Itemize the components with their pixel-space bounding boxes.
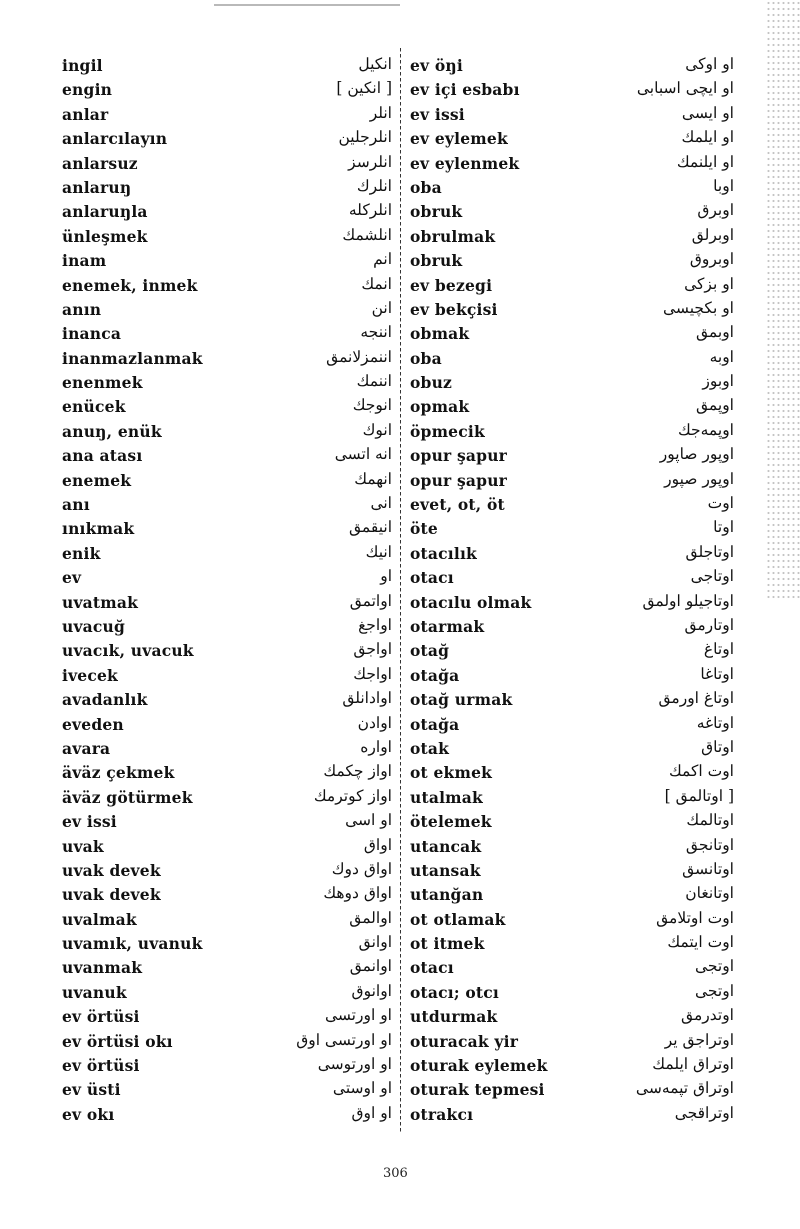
ottoman-script-form: اوتانجق — [685, 835, 734, 854]
entry-row — [410, 128, 734, 152]
entry-row — [410, 1079, 734, 1103]
right-column — [410, 55, 734, 1128]
entry-row — [410, 250, 734, 274]
latin-headword: anı — [62, 495, 90, 515]
entry-row — [410, 421, 734, 445]
entry-row — [410, 153, 734, 177]
entry-row — [410, 299, 734, 323]
latin-headword: inanca — [62, 324, 122, 344]
ottoman-script-form: اوتاجلق — [685, 542, 734, 561]
ottoman-script-form: اوپمق — [696, 396, 734, 415]
latin-headword: otacılık — [410, 543, 477, 563]
latin-headword: ot otlamak — [410, 909, 506, 929]
ottoman-script-form: اوبرلق — [691, 225, 734, 244]
ottoman-script-form: اواق — [363, 835, 392, 854]
latin-headword: inanmazlanmak — [62, 348, 203, 368]
latin-headword: ot itmek — [410, 934, 485, 954]
ottoman-script-form: او اسی — [345, 811, 392, 830]
entry-row — [410, 177, 734, 201]
latin-headword: oba — [410, 177, 442, 197]
entry-row — [62, 1031, 392, 1055]
entry-row — [62, 738, 392, 762]
latin-headword: otacı; otcı — [410, 982, 500, 1002]
latin-headword: enemek — [62, 470, 132, 490]
ottoman-script-form: اوانوق — [351, 981, 392, 1000]
entry-row — [62, 421, 392, 445]
latin-headword: ev okı — [62, 1104, 115, 1124]
latin-headword: utalmak — [410, 787, 483, 807]
entry-row — [62, 55, 392, 79]
latin-headword: enemek, inmek — [62, 275, 198, 295]
ottoman-script-form: او — [380, 567, 392, 586]
ottoman-script-form: اواجق — [353, 640, 392, 659]
ottoman-script-form: انلشمك — [342, 225, 392, 244]
ottoman-script-form: اوتاغ اورمق — [658, 689, 734, 708]
ottoman-script-form: اواق دوهك — [323, 884, 392, 903]
latin-headword: utancak — [410, 836, 482, 856]
entry-row — [410, 957, 734, 981]
latin-headword: ev içi esbabı — [410, 80, 520, 100]
entry-row — [62, 494, 392, 518]
ottoman-script-form: اوپور صاپور — [659, 445, 734, 464]
latin-headword: äväz götürmek — [62, 787, 193, 807]
latin-headword: utansak — [410, 860, 481, 880]
ottoman-script-form: اوت — [707, 494, 734, 513]
latin-headword: opmak — [410, 397, 470, 417]
ottoman-script-form: اواز چكمك — [323, 762, 392, 781]
latin-headword: oba — [410, 348, 442, 368]
ottoman-script-form: انه اتسی — [334, 445, 392, 464]
entry-row — [410, 494, 734, 518]
ottoman-script-form: انن — [371, 298, 392, 317]
ottoman-script-form: اوبمق — [696, 323, 734, 342]
entry-row — [410, 226, 734, 250]
entry-row — [410, 933, 734, 957]
entry-row — [410, 640, 734, 664]
latin-headword: ot ekmek — [410, 763, 493, 783]
latin-headword: anlarsuz — [62, 153, 138, 173]
ottoman-script-form: او اورتسی اوق — [296, 1030, 392, 1049]
entry-row — [410, 762, 734, 786]
latin-headword: ingil — [62, 56, 103, 75]
entry-row — [410, 738, 734, 762]
ottoman-script-form: او اورتوسی — [317, 1055, 392, 1074]
entry-row — [62, 1104, 392, 1128]
left-column — [62, 55, 392, 1128]
latin-headword: oturacak yir — [410, 1031, 519, 1051]
latin-headword: anlaruŋ — [62, 177, 132, 197]
latin-headword: obruk — [410, 202, 463, 222]
latin-headword: obmak — [410, 324, 470, 344]
entry-row — [410, 323, 734, 347]
ottoman-script-form: اوتراق ايلمك — [652, 1055, 734, 1074]
ottoman-script-form: انلركله — [348, 201, 392, 220]
entry-row — [62, 836, 392, 860]
entry-row — [62, 1006, 392, 1030]
latin-headword: uvak — [62, 836, 104, 856]
latin-headword: ev bezegi — [410, 275, 493, 295]
ottoman-script-form: اوانق — [358, 933, 392, 952]
latin-headword: ev örtüsi — [62, 1056, 140, 1076]
ottoman-script-form: اننمزلانمق — [326, 347, 392, 366]
latin-headword: engin — [62, 80, 113, 100]
latin-headword: enücek — [62, 397, 126, 417]
entry-row — [62, 714, 392, 738]
page-edge-texture — [766, 0, 800, 600]
entry-row — [410, 1104, 734, 1128]
latin-headword: obuz — [410, 373, 453, 393]
latin-headword: öpmecik — [410, 421, 485, 441]
latin-headword: obruk — [410, 251, 463, 271]
ottoman-script-form: انلرسز — [348, 152, 392, 171]
latin-headword: uvacık, uvacuk — [62, 641, 194, 661]
latin-headword: otağ — [410, 641, 450, 661]
page-number: 306 — [383, 1166, 408, 1181]
ottoman-script-form: اوتجی — [694, 981, 734, 1000]
entry-row — [410, 616, 734, 640]
ottoman-script-form: او بزكی — [684, 274, 734, 293]
latin-headword: otağ urmak — [410, 690, 513, 710]
latin-headword: ev issi — [62, 812, 117, 832]
latin-headword: eveden — [62, 714, 124, 734]
ottoman-script-form: او اوق — [351, 1103, 392, 1122]
latin-headword: enik — [62, 543, 101, 563]
latin-headword: anın — [62, 299, 102, 319]
latin-headword: utanğan — [410, 885, 484, 905]
entry-row — [62, 518, 392, 542]
entry-row — [410, 79, 734, 103]
ottoman-script-form: اوتجی — [694, 957, 734, 976]
entry-row — [410, 470, 734, 494]
entry-row — [410, 55, 734, 79]
ottoman-script-form: اوبوز — [702, 372, 734, 391]
ottoman-script-form: اوبا — [713, 176, 734, 195]
latin-headword: evet, ot, öt — [410, 495, 505, 515]
entry-row — [410, 860, 734, 884]
entry-row — [410, 518, 734, 542]
ottoman-script-form: اوتاغه — [696, 713, 734, 732]
latin-headword: obrulmak — [410, 226, 496, 246]
entry-row — [410, 884, 734, 908]
entry-row — [62, 567, 392, 591]
entry-row — [410, 275, 734, 299]
column-divider — [400, 48, 401, 1132]
entry-row — [410, 836, 734, 860]
entry-row — [62, 957, 392, 981]
entry-row — [410, 348, 734, 372]
latin-headword: uvanmak — [62, 958, 143, 978]
entry-row — [410, 714, 734, 738]
entry-row — [62, 104, 392, 128]
entry-row — [410, 982, 734, 1006]
ottoman-script-form: اوت اوتلامق — [656, 908, 734, 927]
ottoman-script-form: انم — [373, 250, 392, 269]
latin-headword: oturak tepmesi — [410, 1080, 545, 1100]
entry-row — [62, 884, 392, 908]
ottoman-script-form: اواتمق — [349, 591, 392, 610]
ottoman-script-form: اوتراجق ير — [664, 1030, 734, 1049]
entry-row — [62, 933, 392, 957]
ottoman-script-form: اواجك — [353, 664, 392, 683]
ottoman-script-form: او ايسی — [681, 103, 734, 122]
latin-headword: ev öŋi — [410, 56, 463, 75]
ottoman-script-form: [ اوتالمق ] — [664, 786, 734, 805]
ottoman-script-form: اواز كوترمك — [313, 786, 392, 805]
ottoman-script-form: انكيل — [358, 55, 392, 73]
latin-headword: otrakcı — [410, 1104, 474, 1124]
latin-headword: ev örtüsi — [62, 1007, 140, 1027]
entry-row — [62, 640, 392, 664]
ottoman-script-form: اوبه — [709, 347, 734, 366]
ottoman-script-form: اوتاغ — [703, 640, 734, 659]
ottoman-script-form: اوالمق — [349, 908, 392, 927]
entry-row — [62, 909, 392, 933]
entry-row — [62, 323, 392, 347]
entry-row — [410, 543, 734, 567]
latin-headword: otak — [410, 738, 450, 758]
ottoman-script-form: انيقمق — [348, 518, 392, 537]
latin-headword: otacı — [410, 568, 454, 588]
ottoman-script-form: اوتاق — [701, 737, 734, 756]
latin-headword: ev örtüsi okı — [62, 1031, 173, 1051]
latin-headword: enenmek — [62, 373, 143, 393]
ottoman-script-form: انی — [370, 494, 392, 513]
latin-headword: ev üsti — [62, 1080, 121, 1100]
latin-headword: inam — [62, 251, 107, 271]
entry-row — [410, 396, 734, 420]
ottoman-script-form: او ايلمك — [681, 128, 734, 147]
ottoman-script-form: اوتاجيلو اولمق — [642, 591, 734, 610]
ottoman-script-form: او اوستی — [332, 1079, 392, 1098]
entry-row — [62, 787, 392, 811]
ottoman-script-form: او بكچيسی — [662, 298, 734, 317]
ottoman-script-form: اوت ايتمك — [667, 933, 734, 952]
entry-row — [62, 250, 392, 274]
latin-headword: opur şapur — [410, 470, 508, 490]
entry-row — [62, 128, 392, 152]
ottoman-script-form: انوك — [362, 420, 392, 439]
latin-headword: uvak devek — [62, 885, 161, 905]
ottoman-script-form: او اورتسی — [324, 1006, 392, 1025]
top-rule — [214, 4, 400, 6]
latin-headword: öte — [410, 519, 438, 539]
ottoman-script-form: اوتا — [713, 518, 734, 537]
entry-row — [62, 1079, 392, 1103]
entry-row — [62, 762, 392, 786]
ottoman-script-form: اواق دوك — [331, 859, 392, 878]
entry-row — [410, 445, 734, 469]
ottoman-script-form: اوتدرمق — [681, 1006, 734, 1025]
ottoman-script-form: اوتانسق — [682, 859, 734, 878]
latin-headword: uvak devek — [62, 860, 161, 880]
entry-row — [410, 1055, 734, 1079]
latin-headword: anlarcılayın — [62, 129, 168, 149]
latin-headword: uvalmak — [62, 909, 137, 929]
ottoman-script-form: اوپمه‌جك — [677, 420, 734, 439]
entry-row — [410, 909, 734, 933]
entry-row — [62, 982, 392, 1006]
entry-row — [62, 470, 392, 494]
latin-headword: uvanuk — [62, 982, 127, 1002]
entry-row — [410, 665, 734, 689]
ottoman-script-form: اننمك — [356, 372, 392, 391]
ottoman-script-form: او اوكی — [685, 55, 734, 73]
entry-row — [62, 226, 392, 250]
entry-row — [62, 79, 392, 103]
ottoman-script-form: اوتالمك — [686, 811, 734, 830]
latin-headword: uvamık, uvanuk — [62, 934, 203, 954]
entry-row — [62, 372, 392, 396]
ottoman-script-form: انيك — [365, 542, 392, 561]
entry-row — [410, 567, 734, 591]
latin-headword: anuŋ, enük — [62, 421, 162, 441]
latin-headword: ınıkmak — [62, 519, 135, 539]
entry-row — [410, 104, 734, 128]
ottoman-script-form: اوادن — [357, 713, 392, 732]
entry-row — [410, 201, 734, 225]
latin-headword: ev eylemek — [410, 129, 508, 149]
latin-headword: oturak eylemek — [410, 1056, 548, 1076]
ottoman-script-form: اوبرق — [697, 201, 734, 220]
ottoman-script-form: [ انكين ] — [336, 79, 392, 98]
ottoman-script-form: او ايلنمك — [676, 152, 734, 171]
latin-headword: avadanlık — [62, 690, 148, 710]
entry-row — [62, 689, 392, 713]
latin-headword: ötelemek — [410, 812, 492, 832]
entry-row — [62, 153, 392, 177]
ottoman-script-form: اوتراقجی — [674, 1103, 734, 1122]
latin-headword: ünleşmek — [62, 226, 148, 246]
entry-row — [62, 177, 392, 201]
entry-row — [410, 372, 734, 396]
latin-headword: uvacuğ — [62, 616, 126, 636]
latin-headword: ev issi — [410, 104, 465, 124]
entry-row — [410, 811, 734, 835]
latin-headword: anlaruŋla — [62, 202, 148, 222]
latin-headword: otağa — [410, 665, 460, 685]
ottoman-script-form: اوبروق — [689, 250, 734, 269]
entry-row — [62, 543, 392, 567]
entry-row — [410, 1006, 734, 1030]
ottoman-script-form: انهمك — [354, 469, 392, 488]
latin-headword: otacı — [410, 958, 454, 978]
ottoman-script-form: اننجه — [360, 323, 392, 342]
ottoman-script-form: او ايچی اسبابی — [636, 79, 734, 98]
ottoman-script-form: انمك — [361, 274, 392, 293]
entry-row — [62, 592, 392, 616]
latin-headword: otacılu olmak — [410, 592, 532, 612]
entry-row — [62, 616, 392, 640]
latin-headword: otarmak — [410, 616, 485, 636]
latin-headword: otağa — [410, 714, 460, 734]
latin-headword: ev — [62, 568, 82, 588]
latin-headword: ana atası — [62, 446, 143, 466]
ottoman-script-form: اوادانلق — [342, 689, 392, 708]
ottoman-script-form: اوتاجی — [690, 567, 734, 586]
latin-headword: avara — [62, 738, 111, 758]
latin-headword: utdurmak — [410, 1007, 498, 1027]
latin-headword: uvatmak — [62, 592, 139, 612]
entry-row — [410, 592, 734, 616]
entry-row — [62, 201, 392, 225]
ottoman-script-form: اوت اكمك — [668, 762, 734, 781]
latin-headword: ev eylenmek — [410, 153, 520, 173]
latin-headword: opur şapur — [410, 446, 508, 466]
entry-row — [62, 445, 392, 469]
entry-row — [62, 299, 392, 323]
latin-headword: ivecek — [62, 665, 118, 685]
entry-row — [410, 787, 734, 811]
ottoman-script-form: انوجك — [352, 396, 392, 415]
entry-row — [410, 1031, 734, 1055]
ottoman-script-form: انلرجلين — [338, 128, 392, 147]
ottoman-script-form: اوتارمق — [684, 615, 734, 634]
latin-headword: anlar — [62, 104, 109, 124]
ottoman-script-form: انلرك — [356, 176, 392, 195]
ottoman-script-form: اوانمق — [349, 957, 392, 976]
entry-row — [62, 665, 392, 689]
entry-row — [62, 811, 392, 835]
ottoman-script-form: اوتاغا — [700, 664, 734, 683]
entry-row — [62, 348, 392, 372]
entry-row — [62, 860, 392, 884]
ottoman-script-form: اوتانغان — [685, 884, 734, 903]
entry-row — [62, 396, 392, 420]
entry-row — [62, 1055, 392, 1079]
ottoman-script-form: اوتراق تپمه‌سی — [635, 1079, 734, 1098]
ottoman-script-form: اواره — [360, 737, 392, 756]
latin-headword: äväz çekmek — [62, 763, 175, 783]
latin-headword: ev bekçisi — [410, 299, 498, 319]
ottoman-script-form: انلر — [369, 103, 392, 122]
entry-row — [62, 275, 392, 299]
ottoman-script-form: اواجغ — [358, 615, 392, 634]
entry-row — [410, 689, 734, 713]
ottoman-script-form: اوپور صپور — [664, 469, 734, 488]
